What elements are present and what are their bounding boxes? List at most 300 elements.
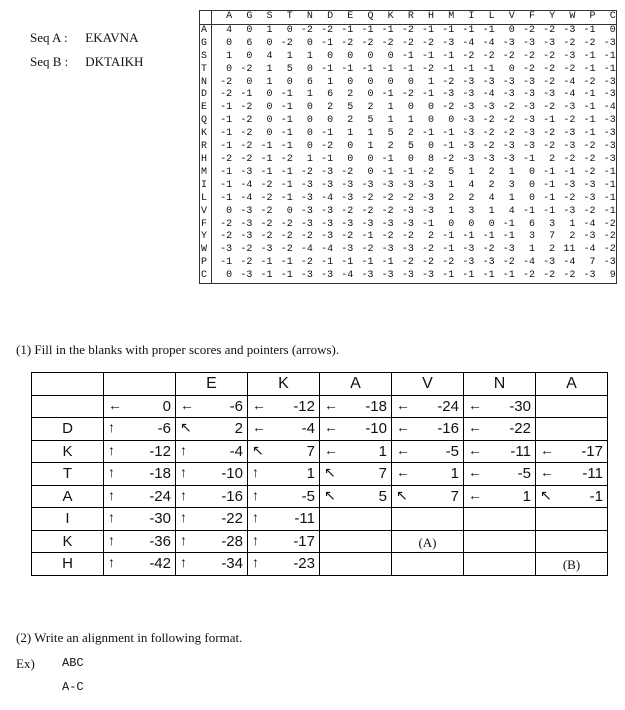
- dp-cell: [104, 418, 176, 441]
- dp-blank-cell[interactable]: [320, 530, 392, 553]
- matrix-row-header: G: [200, 38, 212, 51]
- matrix-cell: -2: [502, 128, 515, 140]
- matrix-cell: -3: [603, 128, 616, 140]
- matrix-row: [200, 102, 617, 115]
- matrix-cell: 0: [347, 76, 354, 88]
- dp-score: 7: [306, 442, 315, 460]
- matrix-cell: -1: [321, 153, 334, 165]
- matrix-cell: -1: [422, 50, 435, 62]
- matrix-row: [200, 219, 617, 232]
- matrix-cell: -1: [422, 218, 435, 230]
- dp-score: -5: [445, 442, 459, 460]
- matrix-cell: 0: [306, 115, 313, 127]
- matrix-cell: -2: [482, 141, 495, 153]
- dp-cell: [104, 553, 176, 576]
- dp-score: -18: [365, 397, 387, 415]
- matrix-row: [200, 51, 617, 64]
- matrix-cell: -2: [583, 37, 596, 49]
- matrix-cell: -2: [361, 205, 374, 217]
- matrix-cell: -3: [381, 218, 394, 230]
- dp-col-header: [32, 373, 104, 396]
- matrix-cell: -4: [240, 179, 253, 191]
- matrix-cell: -1: [543, 205, 556, 217]
- matrix-row-header: N: [200, 77, 212, 90]
- question-2: (2) Write an alignment in following format.: [16, 630, 243, 645]
- pointer-arrow-icon: ↑: [252, 531, 259, 548]
- matrix-cell: 0: [367, 153, 374, 165]
- matrix-cell: -1: [381, 63, 394, 75]
- matrix-cell: -3: [583, 270, 596, 282]
- matrix-cell: 4: [266, 50, 273, 62]
- matrix-cell: 0: [327, 115, 334, 127]
- matrix-cell: -1: [220, 257, 233, 269]
- pointer-arrow-icon: ←: [324, 419, 338, 435]
- matrix-cell: -2: [522, 63, 535, 75]
- matrix-cell: 0: [367, 76, 374, 88]
- matrix-cell: -2: [240, 153, 253, 165]
- dp-score: -11: [294, 510, 315, 527]
- matrix-cell: 4: [488, 192, 495, 204]
- dp-blank-cell[interactable]: [392, 553, 464, 576]
- matrix-cell: -1: [381, 257, 394, 269]
- matrix-cell: 1: [508, 192, 515, 204]
- matrix-cell: 2: [347, 89, 354, 101]
- matrix-cell: 4: [508, 205, 515, 217]
- dp-cell: [464, 440, 536, 463]
- matrix-cell: -2: [240, 115, 253, 127]
- matrix-cell: -4: [563, 89, 576, 101]
- matrix-cell: -3: [300, 179, 313, 191]
- matrix-cell: 0: [448, 218, 455, 230]
- matrix-cell: 0: [367, 166, 374, 178]
- matrix-cell: 2: [407, 128, 414, 140]
- matrix-cell: -3: [583, 179, 596, 191]
- matrix-cell: -2: [502, 257, 515, 269]
- dp-row: [32, 553, 608, 576]
- matrix-cell: 5: [448, 166, 455, 178]
- matrix-cell: -2: [583, 205, 596, 217]
- dp-cell: [248, 530, 320, 553]
- dp-score: -10: [221, 465, 243, 482]
- matrix-cell: -1: [240, 89, 253, 101]
- matrix-row-header: H: [200, 154, 212, 167]
- matrix-cell: 1: [569, 218, 576, 230]
- matrix-cell: -3: [603, 257, 616, 269]
- matrix-cell: 0: [266, 102, 273, 114]
- matrix-cell: -2: [482, 115, 495, 127]
- matrix-cell: -1: [260, 141, 273, 153]
- matrix-row-header: F: [200, 219, 212, 232]
- matrix-cell: 1: [387, 115, 394, 127]
- matrix-cell: 1: [306, 89, 313, 101]
- matrix-cell: -3: [502, 76, 515, 88]
- dp-blank-cell[interactable]: [464, 530, 536, 553]
- matrix-cell: -3: [321, 179, 334, 191]
- dp-score: -23: [293, 555, 315, 572]
- matrix-cell: -1: [583, 102, 596, 114]
- matrix-cell: -3: [563, 102, 576, 114]
- matrix-cell: 6: [306, 76, 313, 88]
- matrix-cell: -1: [442, 63, 455, 75]
- matrix-col-header: Y: [535, 11, 555, 25]
- matrix-cell: -1: [583, 63, 596, 75]
- matrix-col-header: P: [575, 11, 595, 25]
- matrix-cell: -1: [280, 179, 293, 191]
- pointer-arrow-icon: ↑: [108, 464, 115, 480]
- dp-blank-cell[interactable]: [536, 395, 608, 418]
- matrix-cell: -3: [563, 205, 576, 217]
- matrix-cell: -1: [361, 231, 374, 243]
- dp-score: -24: [149, 487, 171, 505]
- matrix-cell: 3: [508, 179, 515, 191]
- matrix-cell: -1: [361, 24, 374, 36]
- matrix-cell: -3: [341, 192, 354, 204]
- matrix-cell: -1: [220, 115, 233, 127]
- matrix-cell: -3: [220, 244, 233, 256]
- matrix-cell: -2: [502, 102, 515, 114]
- matrix-cell: -3: [522, 89, 535, 101]
- matrix-cell: -1: [341, 257, 354, 269]
- example-line-2: A-C: [62, 680, 84, 694]
- matrix-cell: -2: [442, 76, 455, 88]
- pointer-arrow-icon: ←: [468, 486, 482, 503]
- matrix-cell: 0: [347, 141, 354, 153]
- matrix-cell: -3: [482, 102, 495, 114]
- pointer-arrow-icon: ↑: [108, 554, 115, 570]
- matrix-cell: 0: [266, 115, 273, 127]
- dp-col-header: [104, 373, 176, 396]
- matrix-cell: -1: [583, 24, 596, 36]
- matrix-cell: -1: [280, 102, 293, 114]
- pointer-arrow-icon: ↑: [180, 464, 187, 480]
- matrix-cell: -2: [260, 205, 273, 217]
- matrix-cell: -3: [462, 128, 475, 140]
- matrix-col-header: I: [454, 11, 474, 25]
- matrix-cell: -2: [361, 244, 374, 256]
- matrix-cell: -2: [260, 192, 273, 204]
- matrix-row: [200, 193, 617, 206]
- dp-score: 5: [378, 487, 387, 505]
- matrix-row-header: P: [200, 257, 212, 270]
- matrix-cell: 0: [528, 192, 535, 204]
- matrix-cell: -2: [482, 244, 495, 256]
- matrix-cell: 1: [266, 63, 273, 75]
- matrix-cell: -2: [220, 153, 233, 165]
- dp-score: -4: [301, 420, 315, 437]
- matrix-cell: 0: [387, 76, 394, 88]
- matrix-cell: -1: [482, 231, 495, 243]
- dp-blank-cell[interactable]: [320, 508, 392, 531]
- matrix-cell: -2: [422, 166, 435, 178]
- dp-cell: [248, 395, 320, 418]
- matrix-cell: 3: [468, 205, 475, 217]
- matrix-cell: -3: [361, 270, 374, 282]
- matrix-cell: -1: [462, 24, 475, 36]
- matrix-cell: -1: [442, 50, 455, 62]
- matrix-cell: 2: [327, 102, 334, 114]
- matrix-cell: -2: [563, 270, 576, 282]
- matrix-col-header: L: [474, 11, 494, 25]
- matrix-cell: -2: [260, 231, 273, 243]
- dp-score: -42: [149, 555, 171, 572]
- matrix-cell: -2: [321, 141, 334, 153]
- matrix-col-header: S: [252, 11, 272, 25]
- matrix-cell: -2: [341, 166, 354, 178]
- matrix-cell: -3: [341, 179, 354, 191]
- matrix-cell: -1: [583, 115, 596, 127]
- matrix-cell: -3: [563, 24, 576, 36]
- matrix-cell: 2: [549, 244, 556, 256]
- matrix-cell: -1: [280, 270, 293, 282]
- matrix-cell: 1: [266, 76, 273, 88]
- dp-score: -11: [510, 442, 531, 460]
- dp-cell: [320, 418, 392, 441]
- matrix-cell: -1: [522, 205, 535, 217]
- matrix-cell: -1: [603, 179, 616, 191]
- matrix-row-header: R: [200, 141, 212, 154]
- dp-score: -10: [365, 420, 387, 437]
- matrix-cell: 0: [327, 50, 334, 62]
- matrix-cell: 4: [226, 24, 233, 36]
- matrix-cell: -4: [583, 218, 596, 230]
- dp-row-label: H: [32, 553, 104, 576]
- matrix-cell: 2: [488, 166, 495, 178]
- dp-row: [32, 530, 608, 553]
- matrix-cell: -4: [240, 192, 253, 204]
- dp-cell: [536, 463, 608, 486]
- dp-cell: [248, 508, 320, 531]
- matrix-cell: -3: [401, 218, 414, 230]
- matrix-col-header: N: [293, 11, 313, 25]
- dp-score: 1: [450, 465, 459, 482]
- matrix-cell: 0: [226, 205, 233, 217]
- matrix-cell: -2: [341, 231, 354, 243]
- matrix-cell: 1: [488, 205, 495, 217]
- pointer-arrow-icon: ←: [540, 464, 554, 480]
- matrix-cell: -1: [422, 128, 435, 140]
- matrix-cell: -3: [300, 218, 313, 230]
- matrix-cell: -4: [583, 244, 596, 256]
- pointer-arrow-icon: ←: [396, 441, 410, 458]
- matrix-cell: -1: [260, 166, 273, 178]
- matrix-cell: -3: [381, 270, 394, 282]
- matrix-cell: -2: [502, 115, 515, 127]
- matrix-cell: -1: [482, 270, 495, 282]
- dp-cell: [248, 553, 320, 576]
- matrix-row: [200, 257, 617, 270]
- dp-blank-cell[interactable]: [536, 530, 608, 553]
- seq-b-value: DKTAIKH: [85, 54, 144, 69]
- matrix-cell: -1: [442, 244, 455, 256]
- matrix-cell: -3: [401, 244, 414, 256]
- matrix-cell: -1: [220, 179, 233, 191]
- matrix-cell: 5: [387, 128, 394, 140]
- dp-blank-cell[interactable]: [320, 553, 392, 576]
- dp-row-label: A: [32, 485, 104, 508]
- matrix-cell: -3: [522, 128, 535, 140]
- matrix-row: [200, 89, 617, 102]
- dp-blank-cell[interactable]: [464, 508, 536, 531]
- matrix-cell: -1: [401, 63, 414, 75]
- matrix-cell: -2: [300, 257, 313, 269]
- dp-blank-cell[interactable]: [392, 508, 464, 531]
- matrix-cell: -2: [482, 128, 495, 140]
- matrix-cell: 5: [347, 102, 354, 114]
- dp-score: -17: [581, 442, 603, 460]
- matrix-cell: -2: [543, 50, 556, 62]
- dp-score: 2: [234, 420, 243, 437]
- matrix-cell: 6: [246, 37, 253, 49]
- dp-score: -17: [293, 532, 315, 550]
- matrix-row: [200, 270, 617, 283]
- matrix-cell: 0: [306, 141, 313, 153]
- matrix-cell: 5: [286, 63, 293, 75]
- pointer-arrow-icon: ↑: [252, 509, 259, 525]
- pointer-arrow-icon: ↑: [108, 509, 115, 525]
- matrix-cell: 0: [226, 63, 233, 75]
- matrix-cell: -3: [462, 102, 475, 114]
- dp-cell: [104, 530, 176, 553]
- matrix-cell: -3: [543, 257, 556, 269]
- matrix-cell: 1: [508, 166, 515, 178]
- matrix-cell: -3: [442, 89, 455, 101]
- matrix-cell: -2: [341, 205, 354, 217]
- matrix-cell: -1: [442, 270, 455, 282]
- matrix-cell: -1: [220, 102, 233, 114]
- matrix-cell: -1: [543, 166, 556, 178]
- matrix-cell: -1: [260, 257, 273, 269]
- matrix-cell: -2: [220, 76, 233, 88]
- matrix-cell: 2: [549, 153, 556, 165]
- pointer-arrow-icon: ↑: [108, 486, 115, 503]
- matrix-cell: -2: [502, 50, 515, 62]
- matrix-col-header: F: [515, 11, 535, 25]
- matrix-cell: -4: [321, 244, 334, 256]
- matrix-cell: -4: [563, 76, 576, 88]
- matrix-cell: -1: [603, 192, 616, 204]
- dp-score: 7: [450, 487, 459, 505]
- dp-cell: [104, 440, 176, 463]
- dp-blank-cell[interactable]: [536, 508, 608, 531]
- matrix-cell: -4: [462, 37, 475, 49]
- matrix-cell: -2: [603, 218, 616, 230]
- dp-blank-cell[interactable]: [536, 553, 608, 576]
- matrix-cell: 0: [286, 24, 293, 36]
- matrix-cell: -3: [522, 115, 535, 127]
- matrix-cell: -3: [482, 76, 495, 88]
- matrix-cell: -2: [543, 24, 556, 36]
- matrix-cell: -2: [543, 102, 556, 114]
- matrix-cell: -1: [442, 231, 455, 243]
- matrix-cell: -2: [462, 50, 475, 62]
- matrix-cell: -1: [442, 141, 455, 153]
- dp-blank-cell[interactable]: [464, 553, 536, 576]
- matrix-cell: -2: [341, 37, 354, 49]
- matrix-cell: -1: [401, 50, 414, 62]
- pointer-arrow-icon: ←: [252, 396, 266, 413]
- dp-cell: [248, 485, 320, 508]
- matrix-cell: 0: [428, 141, 435, 153]
- matrix-row-header: W: [200, 244, 212, 257]
- matrix-cell: -1: [583, 128, 596, 140]
- matrix-cell: -1: [422, 24, 435, 36]
- matrix-cell: -3: [462, 89, 475, 101]
- matrix-cell: 1: [327, 76, 334, 88]
- matrix-cell: -2: [422, 37, 435, 49]
- pointer-arrow-icon: ↑: [108, 419, 115, 435]
- dp-cell: [176, 463, 248, 486]
- matrix-row-header: A: [200, 24, 212, 37]
- matrix-cell: -2: [381, 205, 394, 217]
- matrix-cell: -1: [603, 205, 616, 217]
- matrix-cell: -1: [280, 141, 293, 153]
- dp-table: [31, 372, 608, 576]
- matrix-cell: -2: [300, 24, 313, 36]
- matrix-cell: 1: [226, 50, 233, 62]
- matrix-cell: 1: [367, 141, 374, 153]
- matrix-cell: 0: [306, 102, 313, 114]
- dp-row: [32, 440, 608, 463]
- matrix-cell: 0: [266, 89, 273, 101]
- matrix-cell: -2: [280, 37, 293, 49]
- matrix-cell: 11: [563, 244, 576, 256]
- dp-score: 7: [378, 465, 387, 482]
- matrix-cell: -1: [583, 50, 596, 62]
- matrix-row: [200, 24, 617, 37]
- dp-score: 1: [306, 465, 315, 482]
- matrix-cell: -3: [260, 244, 273, 256]
- matrix-col-header: G: [232, 11, 252, 25]
- matrix-cell: -2: [240, 257, 253, 269]
- dp-row: [32, 463, 608, 486]
- matrix-cell: 5: [367, 115, 374, 127]
- matrix-cell: 9: [609, 270, 616, 282]
- matrix-cell: -2: [563, 192, 576, 204]
- matrix-cell: -3: [543, 89, 556, 101]
- dp-blank-cell[interactable]: [536, 418, 608, 441]
- matrix-cell: -2: [260, 218, 273, 230]
- pointer-arrow-icon: ←: [252, 419, 266, 435]
- matrix-cell: 1: [528, 244, 535, 256]
- matrix-cell: -3: [522, 37, 535, 49]
- dp-score: -12: [293, 397, 315, 415]
- matrix-cell: 1: [407, 115, 414, 127]
- dp-row-label: K: [32, 530, 104, 553]
- matrix-cell: 8: [428, 153, 435, 165]
- matrix-row-header: I: [200, 180, 212, 193]
- matrix-cell: 1: [428, 76, 435, 88]
- matrix-cell: 0: [528, 179, 535, 191]
- matrix-row-header: C: [200, 270, 212, 283]
- pointer-arrow-icon: ←: [468, 441, 482, 458]
- matrix-row-header: T: [200, 64, 212, 77]
- seq-b-name: Seq B :: [30, 54, 69, 69]
- dp-blank-cell[interactable]: [392, 530, 464, 553]
- dp-col-header: E: [176, 373, 248, 396]
- matrix-row: [200, 77, 617, 90]
- matrix-cell: -2: [361, 37, 374, 49]
- matrix-cell: -2: [442, 153, 455, 165]
- matrix-cell: -2: [563, 153, 576, 165]
- matrix-cell: -3: [563, 141, 576, 153]
- matrix-cell: -4: [482, 37, 495, 49]
- matrix-cell: -3: [563, 128, 576, 140]
- matrix-cell: -2: [522, 24, 535, 36]
- matrix-cell: -3: [422, 270, 435, 282]
- pointer-arrow-icon: ←: [108, 396, 122, 413]
- dp-cell: [464, 418, 536, 441]
- matrix-cell: 6: [528, 218, 535, 230]
